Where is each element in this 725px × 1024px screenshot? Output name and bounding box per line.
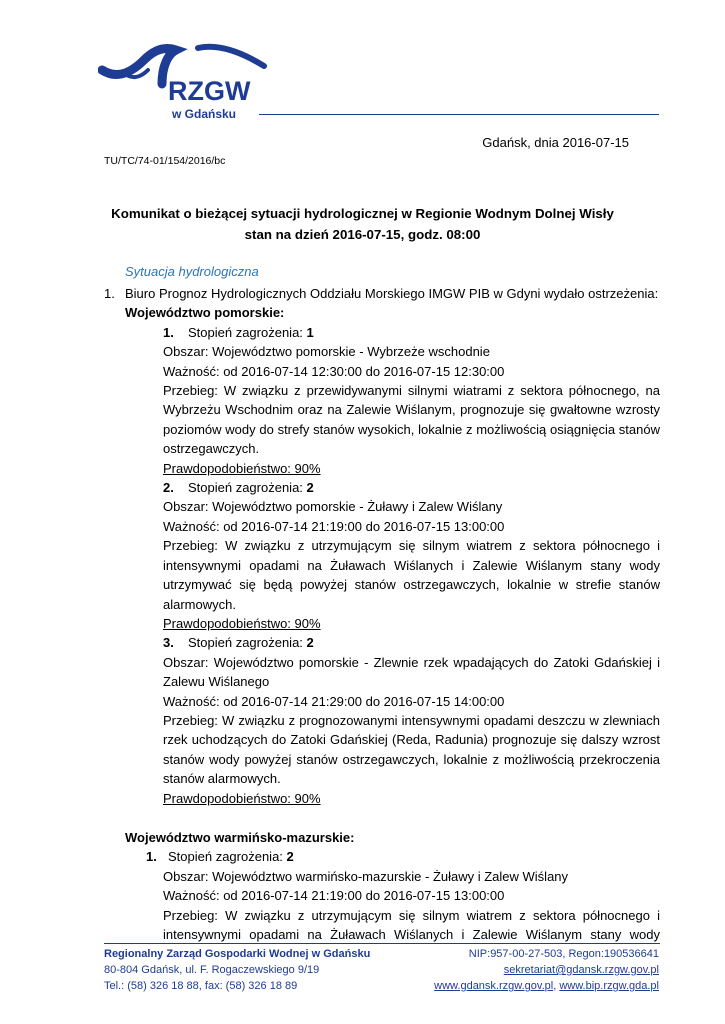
warning-level-row [163, 633, 660, 652]
warning-area: Obszar: Województwo pomorskie - Wybrzeże wschodnie [163, 344, 490, 360]
document-reference: TU/TC/74-01/154/2016/bc [104, 155, 226, 167]
warning-validity: Ważność: od 2016-07-14 12:30:00 do 2016-07-15 12:30:00 [163, 363, 505, 379]
warning-level-label: Stopień zagrożenia: [168, 849, 283, 865]
footer-website-link-2[interactable]: www.bip.rzgw.gda.pl [559, 980, 659, 992]
document-body [104, 284, 660, 944]
logo-wave-right [198, 47, 264, 66]
list-item-text: Biuro Prognoz Hydrologicznych Oddziału Morskiego IMGW PIB w Gdyni wydało ostrzeżenia: [125, 286, 659, 301]
header-rule [259, 114, 659, 115]
warning-level-row [163, 323, 660, 342]
warning-course: Przebieg: W związku z przewidywanymi silnymi wiatrami z sektora północnego, na Wybrzeżu Wschodnim oraz na Zalewie Wiślanym, prognozuje się gwałtowne wzrosty poziomów wody do strefy stanów wysokich, lokalnie z możliwością osiągnięcia stanów ostrzegawczych. [163, 383, 660, 457]
warning-block [163, 323, 660, 478]
warning-number: 1. [146, 849, 157, 865]
spacer [104, 808, 660, 828]
warning-area: Obszar: Województwo pomorskie - Żuławy i Zalew Wiślany [163, 499, 503, 515]
warning-level-value: 2 [306, 635, 314, 651]
logo-wave-top [102, 48, 176, 84]
footer-nip-regon: NIP:957-00-27-503, Regon:190536641 [468, 948, 659, 960]
warning-number: 3. [163, 635, 174, 651]
footer-left [104, 946, 370, 994]
warning-course: Przebieg: W związku z utrzymującym się silnym wiatrem z sektora północnego i intensywnymi opadami na Żuławach Wiślanych i Zalewie Wiślanym stany wody [163, 907, 660, 942]
warning-level-value: 1 [306, 324, 314, 340]
list-item-1 [104, 284, 660, 303]
document-title [0, 203, 725, 245]
warning-course: Przebieg: W związku z prognozowanymi intensywnymi opadami deszczu w zlewniach rzek uchodzących do Zatoki Gdańskiej (Reda, Radunia) prognozuje się dalszy wzrost stanów wody powyżej stanów ostrzegawczych, lokalnie z możliwością przekroczenia stanów alarmowych. [163, 712, 660, 787]
warning-number: 1. [163, 324, 174, 340]
warning-level-label: Stopień zagrożenia: [188, 635, 303, 651]
warning-level-value: 2 [306, 480, 314, 496]
footer-phone: Tel.: (58) 326 18 88, fax: (58) 326 18 89 [104, 980, 298, 992]
warning-level-label: Stopień zagrożenia: [188, 480, 303, 496]
footer-right [434, 946, 659, 994]
warning-probability: Prawdopodobieństwo: 90% [163, 615, 321, 631]
warning-validity: Ważność: od 2016-07-14 21:29:00 do 2016-07-15 14:00:00 [163, 693, 505, 709]
warning-area: Obszar: Województwo pomorskie - Zlewnie rzek wpadających do Zatoki Gdańskiej i Zalewu Wiślanego [163, 654, 660, 690]
footer-website-link-1[interactable]: www.gdansk.rzgw.gov.pl [434, 980, 554, 992]
warning-course: Przebieg: W związku z utrzymującym się silnym wiatrem z sektora północnego i intensywnymi opadami na Żuławach Wiślanych i Zalewie Wiślanym stany wody utrzymywać się będą powyżej stanów ostrzegawczych, lokalnie w strefie stanów alarmowych. [163, 538, 660, 612]
footer-website-separator: , [553, 980, 560, 992]
warning-level-row [146, 847, 660, 866]
warning-number: 2. [163, 480, 174, 496]
warning-validity: Ważność: od 2016-07-14 21:19:00 do 2016-07-15 13:00:00 [163, 518, 505, 534]
footer-rule [104, 943, 660, 944]
footer-org-name: Regionalny Zarząd Gospodarki Wodnej w Gdańsku [104, 948, 371, 960]
section-label: Sytuacja hydrologiczna [125, 264, 259, 279]
title-line-2: stan na dzień 2016-07-15, godz. 08:00 [244, 227, 481, 242]
warning-level-value: 2 [286, 849, 294, 865]
list-item-number: 1. [104, 286, 115, 301]
warning-block [163, 867, 660, 945]
warning-block [163, 633, 660, 808]
title-line-1: Komunikat o bieżącej sytuacji hydrologicznej w Regionie Wodnym Dolnej Wisły [111, 206, 614, 221]
warning-level-label: Stopień zagrożenia: [188, 324, 303, 340]
warning-level-row [163, 478, 660, 497]
warning-area: Obszar: Województwo warmińsko-mazurskie - Żuławy i Zalew Wiślany [163, 868, 569, 884]
footer-email-link[interactable]: sekretariat@gdansk.rzgw.gov.pl [503, 964, 659, 976]
warning-probability: Prawdopodobieństwo: 90% [163, 460, 321, 476]
warning-block [163, 478, 660, 633]
document-date: Gdańsk, dnia 2016-07-15 [482, 135, 629, 150]
logo-sub-text: w Gdańsku [172, 107, 237, 121]
rzgw-logo [98, 40, 268, 128]
warning-probability: Prawdopodobieństwo: 90% [163, 790, 321, 806]
footer-address: 80-804 Gdańsk, ul. F. Rogaczewskiego 9/19 [104, 964, 320, 976]
region-heading-warminsko: Województwo warmińsko-mazurskie: [125, 829, 355, 845]
warning-validity: Ważność: od 2016-07-14 21:19:00 do 2016-07-15 13:00:00 [163, 888, 505, 904]
logo-main-text: RZGW [168, 76, 251, 106]
region-heading-pomorskie: Województwo pomorskie: [125, 305, 285, 321]
footer-websites [434, 978, 659, 994]
